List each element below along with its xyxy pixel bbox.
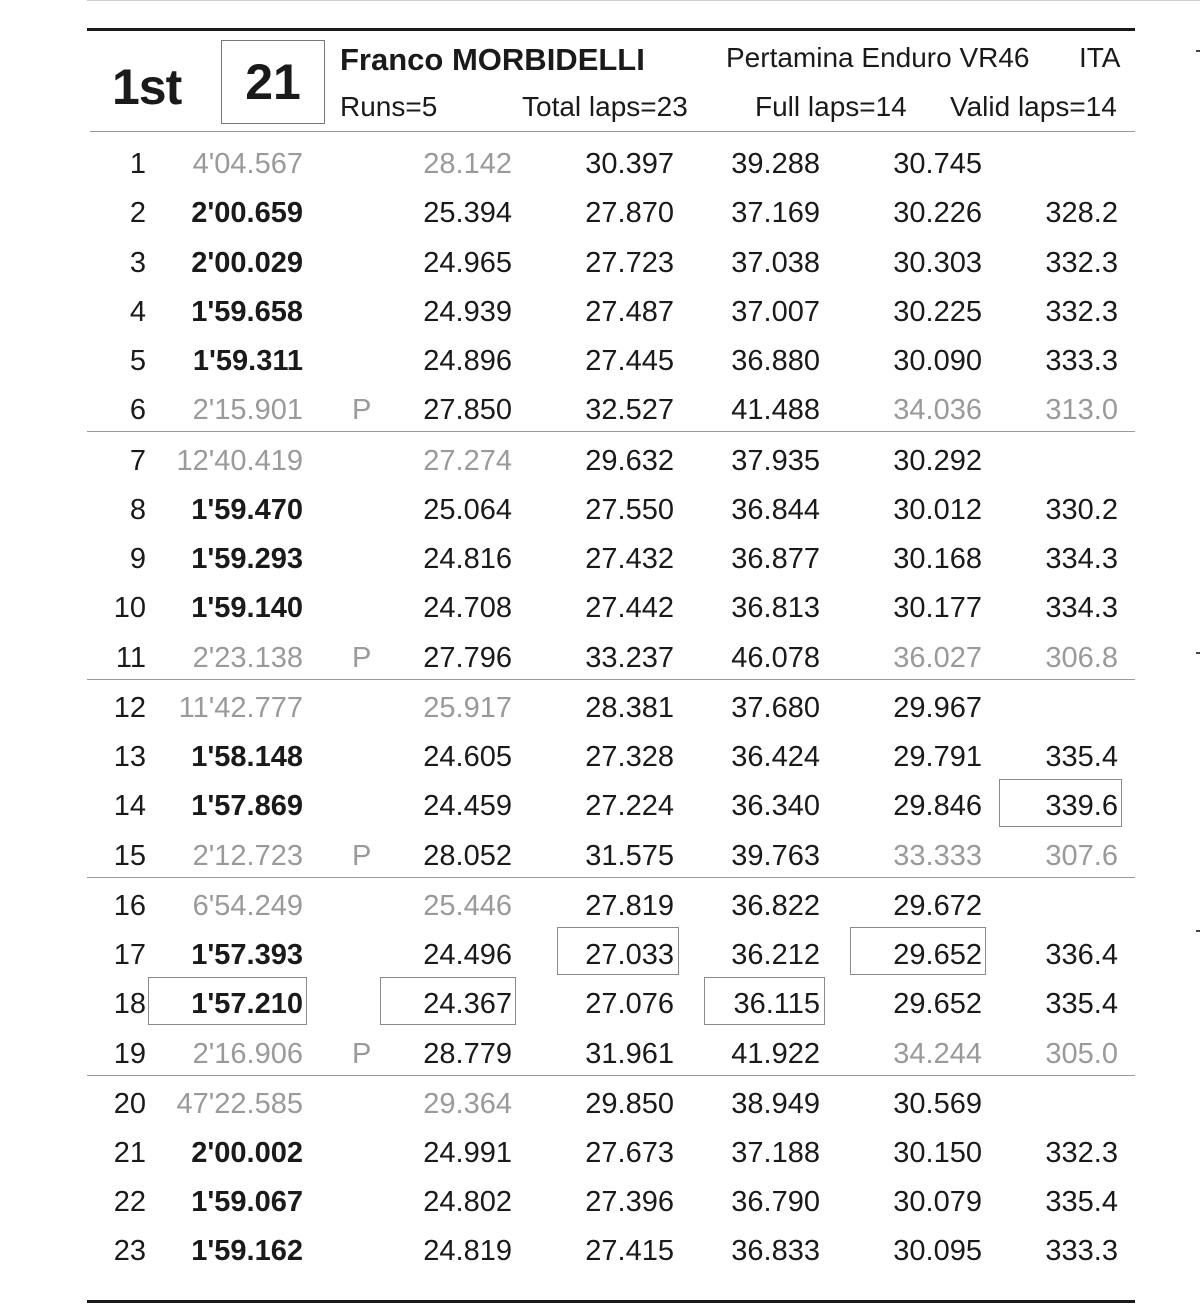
sector-3-time: 36.212	[731, 939, 820, 971]
page-edge-mark	[1196, 930, 1200, 932]
lap-time: 6'54.249	[192, 890, 303, 922]
lap-row	[0, 386, 1200, 435]
lap-row	[0, 882, 1200, 931]
full-laps: Full laps=14	[755, 91, 907, 122]
lap-row	[0, 1129, 1200, 1178]
sector-1-time: 28.052	[423, 840, 512, 872]
top-speed: 335.4	[1045, 988, 1118, 1020]
best-marker-box	[148, 977, 307, 1025]
sector-2-time: 27.224	[585, 790, 674, 822]
page-edge-mark	[1196, 50, 1200, 52]
sector-2-time: 27.076	[585, 988, 674, 1020]
sector-4-time: 29.652	[893, 939, 982, 971]
top-speed: 332.3	[1045, 247, 1118, 279]
lap-row	[0, 1227, 1200, 1276]
lap-number: 5	[129, 345, 146, 377]
best-marker-box	[557, 927, 679, 975]
lap-row	[0, 189, 1200, 238]
lap-number: 12	[113, 692, 146, 724]
sector-4-time: 30.012	[893, 494, 982, 526]
lap-time: 1'57.393	[191, 939, 303, 971]
top-speed: 306.8	[1045, 642, 1118, 674]
lap-number: 22	[113, 1186, 146, 1218]
sector-4-time: 30.177	[893, 592, 982, 624]
lap-number: 8	[129, 494, 146, 526]
lap-time: 1'59.311	[192, 345, 303, 377]
top-speed: 332.3	[1045, 296, 1118, 328]
lap-row	[0, 1030, 1200, 1079]
lap-time: 1'59.140	[191, 592, 303, 624]
lap-row	[0, 1178, 1200, 1227]
lap-number: 14	[113, 790, 146, 822]
rider-first-name: Franco	[340, 42, 444, 77]
lap-number: 4	[129, 296, 146, 328]
sector-4-time: 33.333	[893, 840, 982, 872]
top-speed: 339.6	[1045, 790, 1118, 822]
sector-2-time: 29.850	[585, 1088, 674, 1120]
top-speed: 305.0	[1045, 1038, 1118, 1070]
sector-3-time: 39.288	[731, 148, 820, 180]
top-speed: 335.4	[1045, 1186, 1118, 1218]
sector-2-time: 27.415	[585, 1235, 674, 1267]
sector-3-time: 37.007	[731, 296, 820, 328]
finishing-position: 1st	[112, 59, 182, 115]
sector-4-time: 30.292	[893, 445, 982, 477]
sector-3-time: 38.949	[731, 1088, 820, 1120]
page-edge-mark	[1196, 652, 1200, 654]
lap-time: 1'59.658	[191, 296, 303, 328]
valid-laps: Valid laps=14	[950, 91, 1117, 122]
sector-3-time: 36.844	[731, 494, 820, 526]
lap-time: 2'12.723	[192, 840, 303, 872]
table-bottom-rule	[87, 1300, 1135, 1303]
top-speed: 328.2	[1045, 197, 1118, 229]
sector-1-time: 28.779	[423, 1038, 512, 1070]
top-speed: 334.3	[1045, 592, 1118, 624]
sector-2-time: 28.381	[585, 692, 674, 724]
page-top-border	[87, 0, 1200, 1]
sector-1-time: 24.816	[423, 543, 512, 575]
sector-4-time: 30.225	[893, 296, 982, 328]
sector-4-time: 30.095	[893, 1235, 982, 1267]
sector-4-time: 30.303	[893, 247, 982, 279]
sector-1-time: 27.274	[423, 445, 512, 477]
sector-2-time: 27.870	[585, 197, 674, 229]
sector-4-time: 30.168	[893, 543, 982, 575]
lap-row	[0, 832, 1200, 881]
pit-flag: P	[352, 1038, 372, 1070]
sector-4-time: 29.967	[893, 692, 982, 724]
pit-flag: P	[352, 642, 372, 674]
sector-1-time: 25.446	[423, 890, 512, 922]
sector-1-time: 25.064	[423, 494, 512, 526]
lap-number: 18	[113, 988, 146, 1020]
sector-3-time: 41.488	[731, 394, 820, 426]
sector-2-time: 33.237	[585, 642, 674, 674]
sector-1-time: 24.708	[423, 592, 512, 624]
best-marker-box	[704, 977, 825, 1025]
runs-count: Runs=5	[340, 91, 438, 122]
sector-2-time: 27.432	[585, 543, 674, 575]
sector-4-time: 34.036	[893, 394, 982, 426]
sector-1-time: 29.364	[423, 1088, 512, 1120]
sector-1-time: 28.142	[423, 148, 512, 180]
sector-4-time: 34.244	[893, 1038, 982, 1070]
sector-1-time: 25.394	[423, 197, 512, 229]
lap-number: 10	[113, 592, 146, 624]
lap-number: 17	[113, 939, 146, 971]
lap-row	[0, 584, 1200, 633]
rider-nation: ITA	[1079, 42, 1121, 73]
lap-row	[0, 733, 1200, 782]
sector-1-time: 25.917	[423, 692, 512, 724]
sector-2-time: 31.575	[585, 840, 674, 872]
rider-last-name: MORBIDELLI	[451, 42, 645, 77]
run-divider	[87, 431, 1135, 432]
lap-row	[0, 1080, 1200, 1129]
best-marker-box	[380, 977, 516, 1025]
sector-1-time: 24.965	[423, 247, 512, 279]
sector-3-time: 36.424	[731, 741, 820, 773]
lap-time: 1'57.869	[191, 790, 303, 822]
lap-time: 2'00.029	[191, 247, 303, 279]
lap-time: 1'59.067	[191, 1186, 303, 1218]
team-name: Pertamina Enduro VR46	[726, 42, 1030, 73]
rider-number-box: 21	[221, 40, 325, 124]
top-speed: 335.4	[1045, 741, 1118, 773]
lap-number: 13	[113, 741, 146, 773]
sector-3-time: 37.169	[731, 197, 820, 229]
lap-time: 47'22.585	[176, 1088, 303, 1120]
sector-2-time: 27.396	[585, 1186, 674, 1218]
lap-row	[0, 684, 1200, 733]
lap-row	[0, 337, 1200, 386]
sector-2-time: 27.673	[585, 1137, 674, 1169]
sector-1-time: 24.819	[423, 1235, 512, 1267]
sector-3-time: 36.822	[731, 890, 820, 922]
sector-2-time: 27.328	[585, 741, 674, 773]
sector-1-time: 27.850	[423, 394, 512, 426]
lap-number: 20	[113, 1088, 146, 1120]
lap-time: 2'00.659	[191, 197, 303, 229]
best-marker-box	[999, 779, 1122, 827]
run-divider	[87, 679, 1135, 680]
top-speed: 307.6	[1045, 840, 1118, 872]
rider-name	[340, 42, 645, 78]
lap-number: 15	[113, 840, 146, 872]
lap-time: 2'23.138	[192, 642, 303, 674]
sector-3-time: 36.877	[731, 543, 820, 575]
lap-time: 1'59.293	[191, 543, 303, 575]
sector-2-time: 27.442	[585, 592, 674, 624]
lap-number: 19	[113, 1038, 146, 1070]
sector-1-time: 24.496	[423, 939, 512, 971]
sector-2-time: 27.487	[585, 296, 674, 328]
sector-3-time: 46.078	[731, 642, 820, 674]
sector-3-time: 37.038	[731, 247, 820, 279]
run-divider	[87, 877, 1135, 878]
sector-3-time: 41.922	[731, 1038, 820, 1070]
sector-2-time: 31.961	[585, 1038, 674, 1070]
pit-flag: P	[352, 394, 372, 426]
best-marker-box	[850, 927, 986, 975]
top-speed: 334.3	[1045, 543, 1118, 575]
sector-2-time: 27.445	[585, 345, 674, 377]
header-top-rule	[87, 28, 1135, 31]
sector-4-time: 30.090	[893, 345, 982, 377]
top-speed: 332.3	[1045, 1137, 1118, 1169]
sector-1-time: 24.367	[423, 988, 512, 1020]
sector-3-time: 36.833	[731, 1235, 820, 1267]
lap-time: 2'16.906	[192, 1038, 303, 1070]
lap-number: 2	[129, 197, 146, 229]
sector-3-time: 36.340	[731, 790, 820, 822]
sector-3-time: 36.880	[731, 345, 820, 377]
top-speed: 313.0	[1045, 394, 1118, 426]
lap-time: 12'40.419	[176, 445, 303, 477]
sector-1-time: 24.896	[423, 345, 512, 377]
lap-number: 11	[115, 642, 146, 674]
sector-4-time: 29.791	[893, 741, 982, 773]
sector-2-time: 30.397	[585, 148, 674, 180]
sector-3-time: 37.188	[731, 1137, 820, 1169]
sector-3-time: 37.935	[731, 445, 820, 477]
lap-number: 7	[129, 445, 146, 477]
lap-time: 1'59.162	[191, 1235, 303, 1267]
lap-number: 23	[113, 1235, 146, 1267]
lap-row	[0, 535, 1200, 584]
sector-2-time: 32.527	[585, 394, 674, 426]
sector-3-time: 39.763	[731, 840, 820, 872]
sector-4-time: 36.027	[893, 642, 982, 674]
sector-1-time: 24.802	[423, 1186, 512, 1218]
sector-4-time: 30.079	[893, 1186, 982, 1218]
sector-2-time: 27.033	[585, 939, 674, 971]
lap-row	[0, 486, 1200, 535]
sector-1-time: 27.796	[423, 642, 512, 674]
sector-1-time: 24.605	[423, 741, 512, 773]
sector-4-time: 30.150	[893, 1137, 982, 1169]
top-speed: 333.3	[1045, 345, 1118, 377]
top-speed: 336.4	[1045, 939, 1118, 971]
sector-2-time: 27.819	[585, 890, 674, 922]
sector-1-time: 24.939	[423, 296, 512, 328]
lap-row	[0, 239, 1200, 288]
sector-2-time: 27.550	[585, 494, 674, 526]
lap-time: 2'00.002	[191, 1137, 303, 1169]
lap-number: 1	[129, 148, 146, 180]
sector-2-time: 29.632	[585, 445, 674, 477]
sector-3-time: 36.790	[731, 1186, 820, 1218]
sector-4-time: 30.226	[893, 197, 982, 229]
sector-4-time: 29.652	[893, 988, 982, 1020]
lap-number: 3	[129, 247, 146, 279]
lap-time: 2'15.901	[192, 394, 303, 426]
lap-number: 6	[129, 394, 146, 426]
lap-time: 4'04.567	[192, 148, 303, 180]
sector-2-time: 27.723	[585, 247, 674, 279]
lap-time: 11'42.777	[178, 692, 303, 724]
sector-4-time: 30.745	[893, 148, 982, 180]
sector-1-time: 24.991	[423, 1137, 512, 1169]
lap-row	[0, 634, 1200, 683]
sector-4-time: 30.569	[893, 1088, 982, 1120]
pit-flag: P	[352, 840, 372, 872]
lap-time: 1'57.210	[191, 988, 303, 1020]
sector-1-time: 24.459	[423, 790, 512, 822]
header-bottom-rule	[90, 131, 1135, 132]
sector-3-time: 37.680	[731, 692, 820, 724]
sector-4-time: 29.672	[893, 890, 982, 922]
lap-time: 1'58.148	[191, 741, 303, 773]
lap-row	[0, 288, 1200, 337]
lap-time: 1'59.470	[191, 494, 303, 526]
sector-3-time: 36.813	[731, 592, 820, 624]
lap-row	[0, 437, 1200, 486]
top-speed: 333.3	[1045, 1235, 1118, 1267]
top-speed: 330.2	[1045, 494, 1118, 526]
sector-3-time: 36.115	[733, 988, 820, 1020]
lap-number: 9	[129, 543, 146, 575]
sector-4-time: 29.846	[893, 790, 982, 822]
lap-row	[0, 140, 1200, 189]
total-laps: Total laps=23	[522, 91, 688, 122]
lap-number: 16	[113, 890, 146, 922]
run-divider	[87, 1075, 1135, 1076]
lap-number: 21	[113, 1137, 146, 1169]
